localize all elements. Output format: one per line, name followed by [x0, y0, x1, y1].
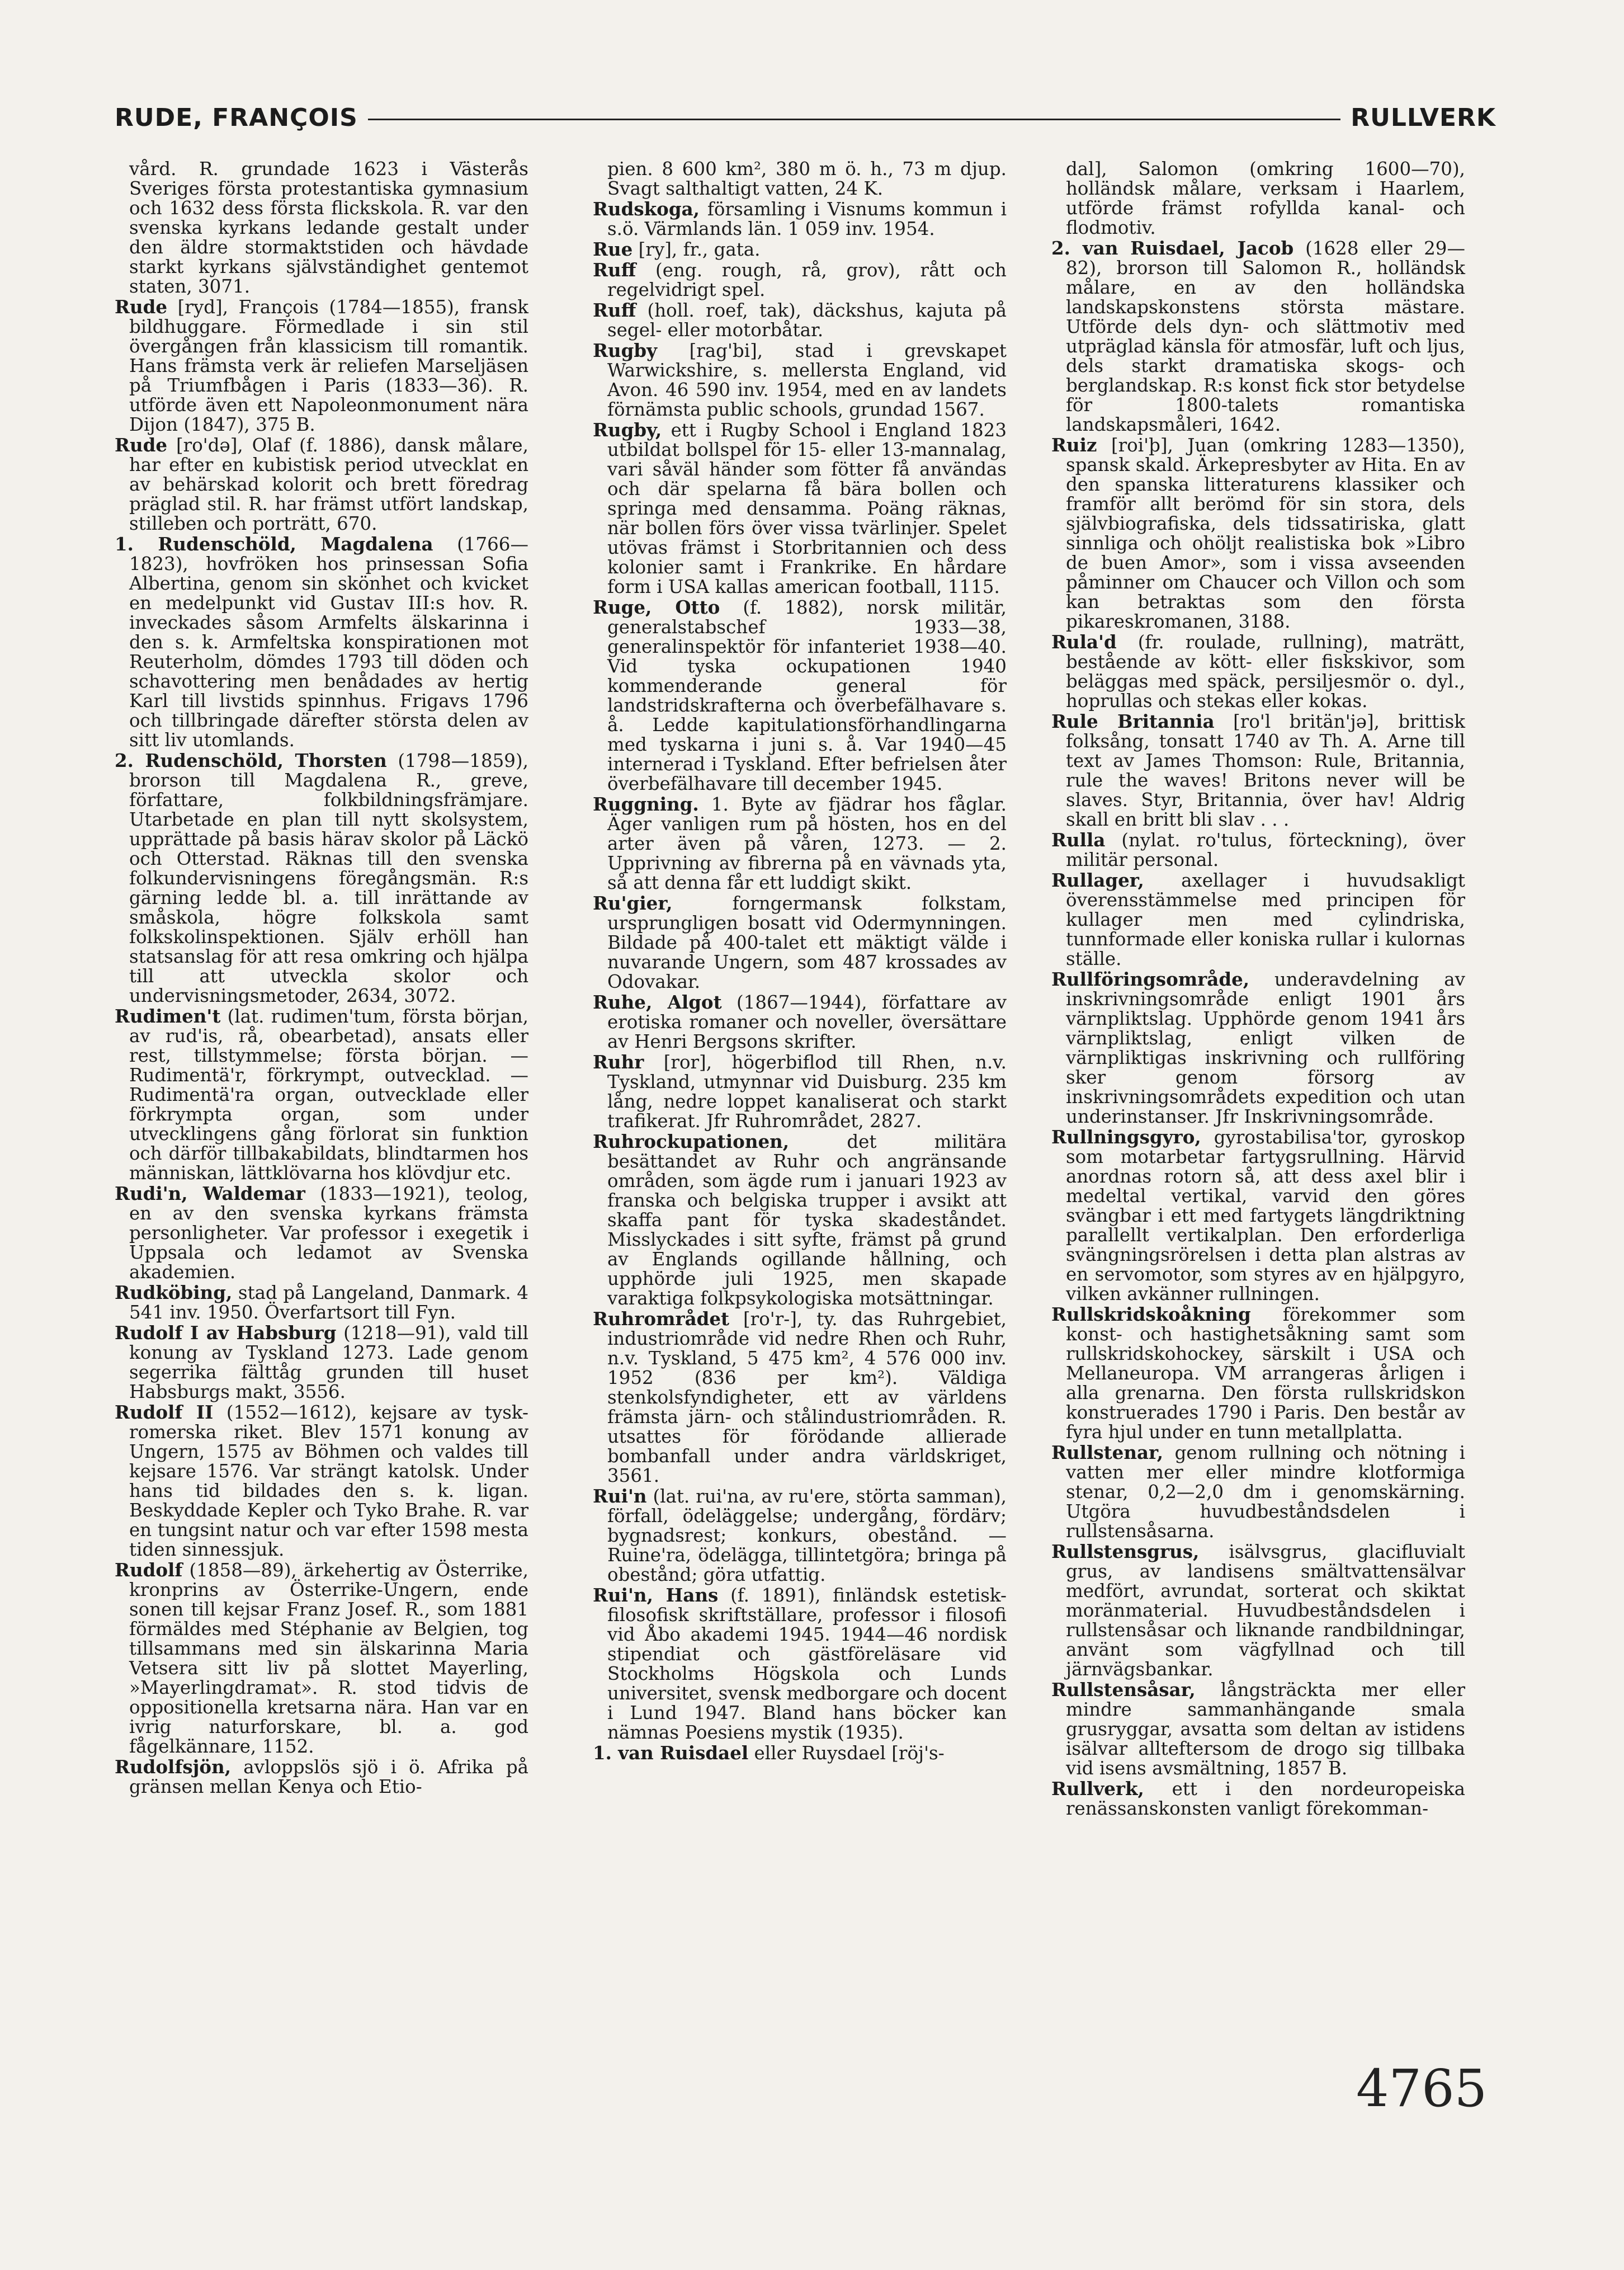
- entry-text: dal], Salomon (omkring 1600—70), holländsk målare, verksam i Haarlem, utförde främst rofyllda kanal- och flodmotiv.: [1066, 158, 1465, 238]
- entry-headword: Rullstensåsar,: [1051, 1679, 1196, 1701]
- entry-text: (1552—1612), kejsare av tysk-romerska riket. Blev 1571 konung av Ungern, 1575 av Böhmen och valdes till kejsare 1576. Var strängt katolsk. Under hans tid bildades den s. k. ligan. Beskyddade Kepler och Tyko Brahe. R. var en tungsint natur och var efter 1598 mesta tiden sinnessjuk.: [129, 1402, 528, 1560]
- dictionary-entry: [593, 420, 1007, 597]
- dictionary-entry: [115, 1006, 528, 1183]
- entry-headword: Ruhr: [593, 1051, 644, 1073]
- entry-headword: Rullföringsområde,: [1051, 968, 1250, 990]
- dictionary-entry: [593, 1486, 1007, 1585]
- entry-text: (eng. rough, rå, grov), rått och regelvidrigt spel.: [607, 260, 1007, 300]
- entry-text: 1. Byte av fjädrar hos fåglar. Äger vanligen rum på hösten, hos en del arter även på våren, 1273. — 2. Upprivning av fibrerna på en vävnads yta, så att denna får ett luddigt skikt.: [607, 794, 1007, 893]
- entry-text: [ry], fr., gata.: [632, 239, 761, 260]
- header-right-guideword: RULLVERK: [1351, 103, 1496, 132]
- dictionary-entry: [1051, 435, 1465, 632]
- entry-headword: Rudolfsjön,: [115, 1756, 232, 1778]
- entry-headword: Ruhrområdet: [593, 1308, 730, 1330]
- dictionary-entry: [593, 992, 1007, 1052]
- dictionary-entry: [593, 1052, 1007, 1131]
- entry-headword: Rula'd: [1051, 631, 1117, 653]
- entry-headword: Rullstenar,: [1051, 1442, 1164, 1463]
- dictionary-entry: [115, 1283, 528, 1322]
- entry-headword: Ruge, Otto: [593, 596, 720, 618]
- dictionary-entry: [115, 435, 528, 534]
- entry-headword: Ruff: [593, 259, 636, 281]
- entry-headword: Rude: [115, 296, 168, 318]
- dictionary-entry: [1051, 712, 1465, 830]
- page-number: 4765: [1356, 2059, 1488, 2118]
- entry-text: (holl. roef, tak), däckshus, kajuta på segel- eller motorbåtar.: [607, 300, 1007, 341]
- entry-headword: Rudolf II: [115, 1401, 214, 1423]
- dictionary-entry: [593, 341, 1007, 420]
- entry-text: (lat. rudimen'tum, första början, av rud'is, rå, obearbetad), ansats eller rest, tillstymmelse; första början. — Rudimentä'r, förkrympt, outvecklad. — Rudimentä'ra organ, outvecklade eller förkrympta organ, som under utvecklingens gång förlorat sin funktion och därför tillbakabildats, blindtarmen hos människan, lättklövarna hos klövdjur etc.: [129, 1006, 528, 1184]
- dictionary-entry: [593, 1309, 1007, 1486]
- entry-text: (1798—1859), brorson till Magdalena R., greve, författare, folkbildningsfrämjare. Utarbetade en plan till nytt skolsystem, upprättade på basis härav skolor på Läckö och Otterstad. Räknas till den svenska folkundervisningens föregångsmän. R:s gärning ledde bl. a. till inrättande av småskola, högre folkskola samt folkskolinspektionen. Själv erhöll han statsanslag för att resa omkring och hjälpa till att utveckla skolor och undervisningsmetoder, 2634, 3072.: [129, 750, 528, 1006]
- dictionary-entry: [1051, 159, 1465, 238]
- entry-headword: Rudköbing,: [115, 1282, 233, 1303]
- entry-headword: 1. Rudenschöld, Magdalena: [115, 533, 433, 555]
- entry-text: förekommer som konst- och hastighetsåkning samt som rullskridskohockey, särskilt i USA och Mellaneuropa. VM arrangeras årligen i alla grenarna. Den första rullskridskon konstruerades 1790 i Paris. Den består av fyra hjul under en tunn metallplatta.: [1066, 1304, 1465, 1443]
- entry-headword: 1. van Ruisdael: [593, 1742, 749, 1764]
- entry-text: (f. 1891), finländsk estetisk-filosofisk skriftställare, professor i filosofi vid Åbo akademi 1945. 1944—46 nordisk stipendiat och gästföreläsare vid Stockholms Högskola och Lunds universitet, svensk medborgare och docent i Lund 1947. Bland hans böcker kan nämnas Poesiens mystik (1935).: [607, 1585, 1007, 1743]
- dictionary-entry: [1051, 1542, 1465, 1679]
- entry-headword: Rullningsgyro,: [1051, 1126, 1201, 1148]
- entry-text: avloppslös sjö i ö. Afrika på gränsen mellan Kenya och Etio-: [129, 1756, 528, 1797]
- entry-headword: Rui'n: [593, 1485, 647, 1507]
- dictionary-entry: [115, 1402, 528, 1560]
- entry-headword: 2. Rudenschöld, Thorsten: [115, 750, 387, 771]
- dictionary-entry: [593, 1585, 1007, 1742]
- dictionary-entry: [1051, 1443, 1465, 1541]
- dictionary-entry: [1051, 238, 1465, 435]
- dictionary-entry: [1051, 1680, 1465, 1778]
- entry-headword: Rullstensgrus,: [1051, 1541, 1200, 1562]
- entry-text: genom rullning och nötning i vatten mer eller mindre klotformiga stenar, 0,2—2,0 dm i genomskärning. Utgöra huvudbeståndsdelen i rullstensåsarna.: [1066, 1442, 1465, 1542]
- dictionary-entry: [593, 893, 1007, 992]
- entry-headword: Ruhrockupationen,: [593, 1131, 790, 1152]
- dictionary-entry: [115, 1323, 528, 1402]
- entry-headword: Rullverk,: [1051, 1778, 1144, 1800]
- entry-headword: Ruff: [593, 299, 636, 321]
- entry-headword: Ruhe, Algot: [593, 991, 722, 1013]
- dictionary-entry: [115, 159, 528, 296]
- entry-text: [ro'r-], ty. das Ruhrgebiet, industriområde vid nedre Rhen och Ruhr, n.v. Tyskland, 5 475 km², 4 576 000 inv. 1952 (836 per km²). Väldiga stenkolsfyndigheter, ett av världens främsta järn- och stålindustriområden. R. utsattes för förödande allierade bombanfall under andra världskriget, 3561.: [607, 1308, 1007, 1486]
- entry-text: det militära besättandet av Ruhr och angränsande områden, som ägde rum i januari 1923 av franska och belgiska trupper i avsikt att skaffa pant för tyska skadeståndet. Misslyckades i sitt syfte, främst på grund av Englands ogillande hållning, och upphörde juli 1925, men skapade varaktiga folkpsykologiska motsättningar.: [607, 1131, 1007, 1309]
- entry-text: (1833—1921), teolog, en av den svenska kyrkans främsta personligheter. Var professor i exegetik i Uppsala och ledamot av Svenska akademien.: [129, 1183, 528, 1283]
- entry-text: (1858—89), ärkehertig av Österrike, kronprins av Österrike-Ungern, ende sonen till kejsar Franz Josef. R., som 1881 förmäldes med Stéphanie av Belgien, tog tillsammans med sin älskarinna Maria Vetsera sitt liv på slottet Mayerling, »Mayerlingdramat». R. stod tidvis de oppositionella kretsarna nära. Han var en ivrig naturforskare, bl. a. god fågelkännare, 1152.: [129, 1560, 528, 1757]
- entry-headword: Rule Britannia: [1051, 710, 1215, 732]
- dictionary-entry: [1051, 632, 1465, 711]
- dictionary-entry: [115, 1757, 528, 1797]
- dictionary-entry: [593, 597, 1007, 794]
- entry-headword: Rue: [593, 238, 633, 260]
- entry-text: vård. R. grundade 1623 i Västerås Sveriges första protestantiska gymnasium och 1632 dess första flickskola. R. var den svenska kyrkans ledande gestalt under den äldre stormaktstiden och hävdade starkt kyrkans självständighet gentemot staten, 3071.: [129, 158, 528, 297]
- dictionary-entry: [115, 1560, 528, 1756]
- column-3: [1051, 159, 1465, 1819]
- entry-text: eller Ruysdael [röj's-: [748, 1742, 945, 1764]
- running-header: [115, 101, 1496, 134]
- dictionary-entry: [593, 1132, 1007, 1308]
- dictionary-entry: [593, 794, 1007, 893]
- entry-text: forngermansk folkstam, ursprungligen bosatt vid Odermynningen. Bildade på 400-talet ett mäktigt välde i nuvarande Ungern, som 487 krossades av Odovakar.: [607, 893, 1007, 992]
- header-left-guideword: RUDE, FRANÇOIS: [115, 103, 358, 132]
- entry-text: [ror], högerbiflod till Rhen, n.v. Tyskland, utmynnar vid Duisburg. 235 km lång, nedre loppet kanaliserat och starkt trafikerat. Jfr Ruhrområdet, 2827.: [607, 1052, 1007, 1132]
- entry-headword: Ruggning.: [593, 793, 699, 815]
- dictionary-entry: [593, 300, 1007, 340]
- entry-headword: Rude: [115, 434, 168, 456]
- dictionary-entry: [115, 534, 528, 750]
- entry-headword: Rugby,: [593, 419, 662, 441]
- entry-headword: Rui'n, Hans: [593, 1584, 719, 1606]
- entry-text: [rag'bi], stad i grevskapet Warwickshire, s. mellersta England, vid Avon. 46 590 inv. 1954, med en av landets förnämsta public schools, grundad 1567.: [607, 340, 1007, 420]
- header-rule: [368, 119, 1340, 120]
- entry-text: ett i den nordeuropeiska renässanskonsten vanligt förekomman-: [1066, 1778, 1465, 1819]
- entry-text: [ro'də], Olaf (f. 1886), dansk målare, har efter en kubistisk period utvecklat en av behärskad kolorit och brett föredrag präglad stil. R. har främst utfört landskap, stilleben och porträtt, 670.: [129, 435, 528, 534]
- dictionary-entry: [593, 199, 1007, 239]
- entry-text: (nylat. ro'tulus, förteckning), över militär personal.: [1066, 830, 1465, 870]
- column-2: [593, 159, 1007, 1764]
- entry-text: ett i Rugby School i England 1823 utbildat bollspel för 15- eller 13-mannalag, vari såväl händer som fötter få användas och där spelarna få bära bollen och springa med densamma. Poäng räknas, när bollen förs över vissa tvärlinjer. Spelet utövas främst i Storbritannien och dess kolonier samt i Frankrike. En hårdare form i USA kallas american football, 1115.: [607, 420, 1007, 597]
- entry-text: axellager i huvudsakligt överensstämmelse med principen för kullager men med cylindriska, tunnformade eller koniska rullar i kulornas ställe.: [1066, 870, 1465, 969]
- entry-text: underavdelning av inskrivningsområde enligt 1901 års värnpliktslag. Upphörde genom 1941 års värnpliktslag, enligt vilken de värnpliktigas inskrivning och rullföring sker genom försorg av inskrivningsområdets expedition och utan underinstanser. Jfr Inskrivningsområde.: [1066, 969, 1465, 1127]
- entry-text: [roi'þ], Juan (omkring 1283—1350), spansk skald. Ärkepresbyter av Hita. En av den spanska litteraturens klassiker och framför allt berömd för sin stora, dels självbiografiska, dels tidssatiriska, glatt sinnliga och ohöljt realistiska bok »Libro de buen Amor», som i vissa avseenden påminner om Chaucer och Villon och som kan betraktas som den första pikareskromanen, 3188.: [1066, 435, 1465, 632]
- dictionary-entry: [1051, 1304, 1465, 1442]
- entry-headword: Ru'gier,: [593, 892, 673, 914]
- dictionary-entry: [1051, 870, 1465, 969]
- dictionary-entry: [115, 751, 528, 1006]
- entry-text: (1628 eller 29—82), brorson till Salomon R., holländsk målare, en av den holländska landskapskonstens största mästare. Utförde dels dyn- och slättmotiv med utpräglad känsla för atmosfär, luft och ljus, dels starkt dramatiska skogs- och berglandskap. R:s konst fick stor betydelse för 1800-talets romantiska landskapsmåleri, 1642.: [1066, 238, 1465, 435]
- entry-headword: Rullager,: [1051, 869, 1144, 891]
- entry-text: [ryd], François (1784—1855), fransk bildhuggare. Förmedlade i sin stil övergången från klassicism till romantik. Hans främsta verk är reliefen Marseljäsen på Triumfbågen i Paris (1833—36). R. utförde även ett Napoleonmonument nära Dijon (1847), 375 B.: [129, 296, 528, 435]
- entry-text: (lat. rui'na, av ru'ere, störta samman), förfall, ödeläggelse; undergång, fördärv; bygnadsrest; konkurs, obestånd. — Ruine'ra, ödelägga, tillintetgöra; bringa på obestånd; göra utfattig.: [607, 1486, 1007, 1585]
- dictionary-entry: [1051, 1779, 1465, 1819]
- entry-text: (fr. roulade, rullning), maträtt, bestående av kött- eller fiskskivor, som beläggas med späck, persiljesmör o. dyl., hoprullas och stekas eller kokas.: [1066, 632, 1465, 712]
- entry-text: (1218—91), vald till konung av Tyskland 1273. Lade genom segerrika fälttåg grunden till huset Habsburgs makt, 3556.: [129, 1322, 528, 1402]
- dictionary-entry: [593, 239, 1007, 260]
- entry-text: [ro'l britän'jə], brittisk folksång, tonsatt 1740 av Th. A. Arne till text av James Thomson: Rule, Britannia, rule the waves! Britons never will be slaves. Styr, Britannia, över hav! Aldrig skall en britt bli slav . . .: [1066, 711, 1465, 830]
- entry-headword: Rugby: [593, 340, 657, 361]
- entry-headword: Rudolf: [115, 1559, 183, 1581]
- dictionary-entry: [593, 1743, 1007, 1763]
- entry-text: (f. 1882), norsk militär, generalstabschef 1933—38, generalinspektör för infanteriet 1938—40. Vid tyska ockupationen 1940 kommenderande general för landstridskrafterna och överbefälhavare s. å. Ledde kapitulationsförhandlingarna med tyskarna i juni s. å. Var 1940—45 internerad i Tyskland. Efter befrielsen åter överbefälhavare till december 1945.: [607, 597, 1007, 794]
- entry-text: isälvsgrus, glacifluvialt grus, av landisens smältvattensälvar medfört, avrundat, sorterat och skiktat moränmaterial. Huvudbeståndsdelen i rullstensåsar och liknande randbildningar, använt som vägfyllnad och till järnvägsbankar.: [1066, 1541, 1465, 1680]
- entry-headword: Rullskridskoåkning: [1051, 1303, 1251, 1325]
- entry-text: gyrostabilisa'tor, gyroskop som motarbetar fartygsrullning. Härvid anordnas rotorn så, att dess axel blir i medeltal vertikal, varvid den göres svängbar i ett med fartygets längdriktning parallellt vertikalplan. Den erforderliga svängningsrörelsen i detta plan alstras av en servomotor, som styres av en hjälpgyro, vilken avkänner rullningen.: [1066, 1127, 1465, 1304]
- entry-text: stad på Langeland, Danmark. 4 541 inv. 1950. Överfartsort till Fyn.: [129, 1282, 528, 1323]
- entry-headword: Rudimen't: [115, 1005, 221, 1027]
- dictionary-entry: [115, 1184, 528, 1282]
- dictionary-entry: [1051, 830, 1465, 870]
- dictionary-entry: [1051, 1127, 1465, 1304]
- dictionary-entry: [1051, 969, 1465, 1127]
- entry-text: långsträckta mer eller mindre sammanhängande smala grusryggar, avsatta som deltan av istidens isälvar allteftersom de drogo sig tillbaka vid isens avsmältning, 1857 B.: [1066, 1679, 1465, 1779]
- entry-text: pien. 8 600 km², 380 m ö. h., 73 m djup. Svagt salthaltigt vatten, 24 K.: [607, 158, 1007, 199]
- entry-text: (1766—1823), hovfröken hos prinsessan Sofia Albertina, genom sin skönhet och kvicket en medelpunkt vid Gustav III:s hov. R. inveckades såsom Armfelts älskarinna i den s. k. Armfeltska konspirationen mot Reuterholm, dömdes 1793 till döden och schavottering men benådades av hertig Karl till livstids spinnhus. Frigavs 1796 och tillbringade därefter största delen av sitt liv utomlands.: [129, 534, 528, 751]
- entry-headword: Rulla: [1051, 829, 1106, 851]
- dictionary-entry: [593, 260, 1007, 300]
- entry-headword: Rudskoga,: [593, 198, 700, 220]
- entry-text: (1867—1944), författare av erotiska romaner och noveller, översättare av Henri Bergsons skrifter.: [607, 992, 1007, 1052]
- entry-text: församling i Visnums kommun i s.ö. Värmlands län. 1 059 inv. 1954.: [607, 199, 1007, 239]
- entry-headword: 2. van Ruisdael, Jacob: [1051, 237, 1294, 259]
- entry-headword: Rudi'n, Waldemar: [115, 1183, 305, 1204]
- dictionary-entry: [593, 159, 1007, 199]
- entry-headword: Ruiz: [1051, 434, 1097, 456]
- column-1: [115, 159, 528, 1797]
- entry-headword: Rudolf I av Habsburg: [115, 1322, 337, 1344]
- dictionary-entry: [115, 297, 528, 435]
